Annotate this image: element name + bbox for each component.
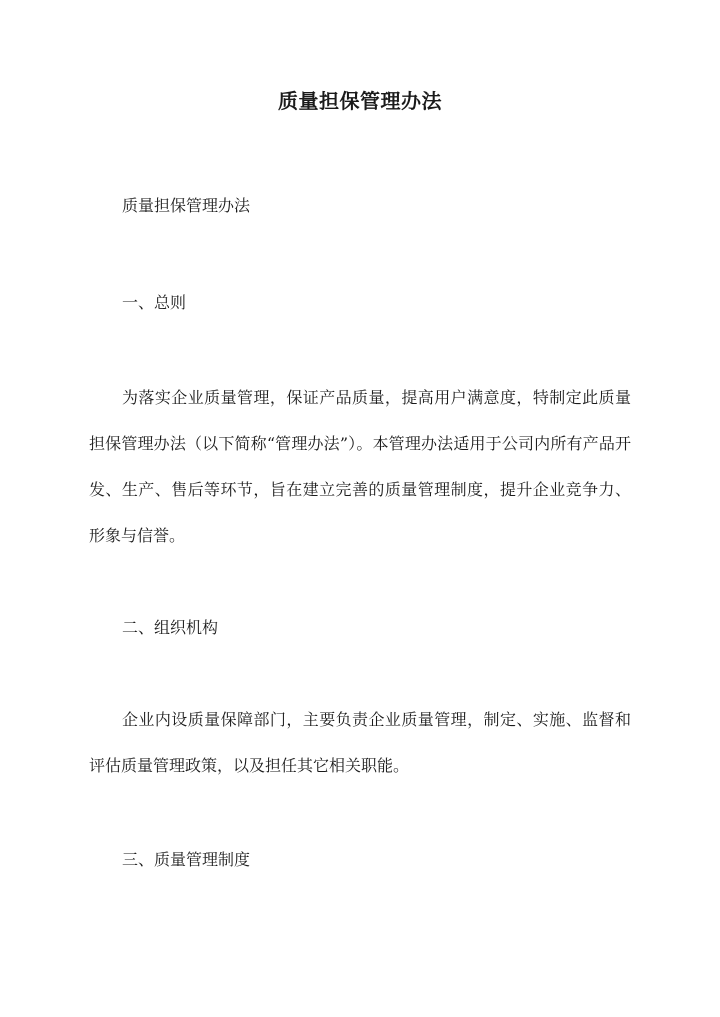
section-paragraph-organization: 企业内设质量保障部门，主要负责企业质量管理，制定、实施、监督和评估质量管理政策，以及担任其它相关职能。	[89, 710, 631, 775]
section-heading-organization: 二、组织机构	[122, 618, 219, 637]
document-subtitle: 质量担保管理办法	[122, 196, 251, 215]
section-paragraph-general: 为落实企业质量管理，保证产品质量，提高用户满意度，特制定此质量担保管理办法（以下简称“管理办法”）。本管理办法适用于公司内所有产品开发、生产、售后等环节，旨在建立完善的质量管理制度，提升企业竞争力、形象与信誉。	[89, 388, 631, 545]
section-heading-general: 一、总则	[122, 293, 187, 312]
section-heading-quality-system: 三、质量管理制度	[122, 850, 251, 869]
document-title: 质量担保管理办法	[278, 89, 442, 113]
